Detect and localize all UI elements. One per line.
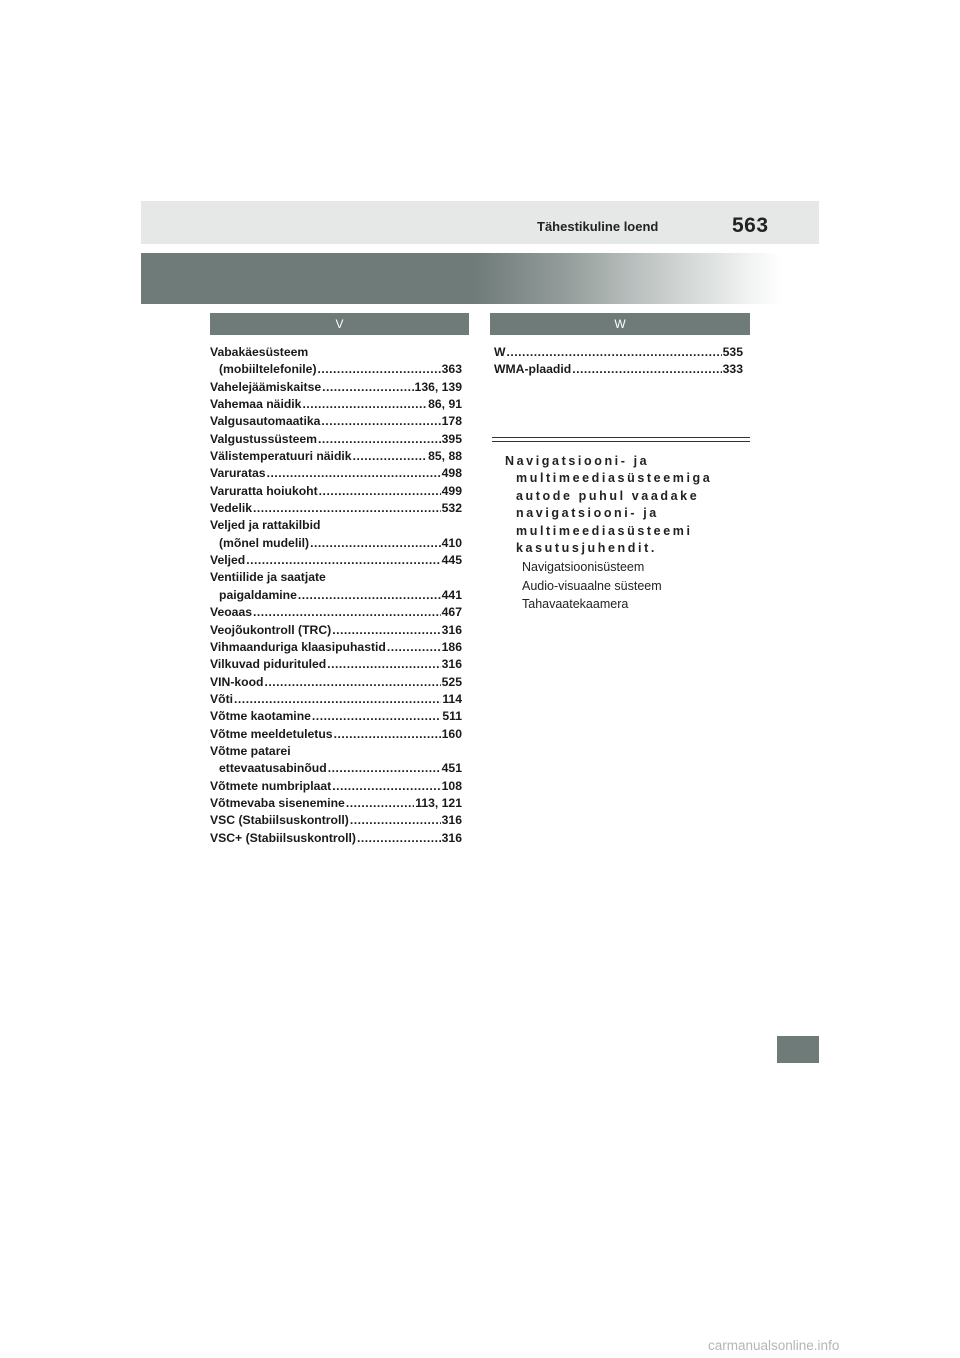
index-entry-page: 451 — [441, 761, 462, 776]
dot-leader — [350, 812, 441, 829]
note-heading-line: multimeediasüsteemi — [516, 523, 693, 538]
dot-leader — [332, 622, 440, 639]
dot-leader — [334, 726, 441, 743]
index-entry-page: 511 — [442, 709, 462, 724]
index-entry-term: Võtme meeldetuletus — [210, 726, 333, 741]
index-entry-term: ettevaatusabinõud — [219, 761, 327, 776]
index-entry-term: Veljed — [210, 553, 246, 568]
dot-leader — [312, 708, 441, 725]
index-entry-page: 395 — [441, 431, 462, 446]
page-number: 563 — [732, 214, 769, 237]
dot-leader — [318, 361, 441, 378]
index-entry-page: 178 — [441, 414, 462, 429]
page-header-bar — [141, 201, 819, 244]
dot-leader — [353, 448, 428, 465]
dot-leader — [357, 830, 441, 847]
watermark: carmanualsonline.info — [708, 1338, 840, 1353]
dot-leader — [265, 674, 441, 691]
index-entry — [210, 760, 462, 777]
index-entry-term: (mõnel mudelil) — [219, 535, 310, 550]
letter-header-w: W — [490, 313, 750, 335]
note-heading-line: Navigatsiooni- ja — [505, 454, 650, 468]
index-entry-page: 363 — [441, 362, 462, 377]
note-heading-line: kasutusjuhendit. — [516, 541, 657, 556]
index-entry — [210, 465, 462, 482]
dot-leader — [346, 795, 414, 812]
index-entry-page: 498 — [441, 466, 462, 481]
index-entry — [210, 431, 462, 448]
index-entry-page: 445 — [441, 553, 462, 568]
index-entry — [210, 413, 462, 430]
index-entry-page: 85, 88 — [428, 449, 462, 464]
index-entry-term: Vahelejäämiskaitse — [210, 379, 322, 394]
dot-leader — [234, 691, 441, 708]
index-entry — [210, 812, 462, 829]
note-heading-line: navigatsiooni- ja — [516, 506, 659, 521]
index-entry: Võtme patarei — [210, 743, 291, 758]
note-heading-line: autode puhul vaadake — [516, 488, 700, 503]
index-entry-term: Valgustussüsteem — [210, 431, 318, 446]
dot-leader — [253, 500, 441, 517]
note-item: Audio-visuaalne süsteem — [522, 578, 662, 593]
index-entry-term: Veoaas — [210, 605, 253, 620]
index-entry-term: Välistemperatuuri näidik — [210, 449, 352, 464]
dot-leader — [319, 483, 441, 500]
index-entry-page: 136, 139 — [414, 379, 462, 394]
section-title: Tähestikuline loend — [537, 219, 659, 234]
index-entry-term: Võti — [210, 691, 234, 706]
index-entry-page: 108 — [441, 778, 462, 793]
index-entry-term: Võtme kaotamine — [210, 709, 311, 724]
index-entry-term: Võtmevaba sisenemine — [210, 795, 345, 810]
dot-leader — [302, 396, 427, 413]
index-entry-page: 499 — [441, 483, 462, 498]
index-entry-term: VSC+ (Stabiilsuskontroll) — [210, 830, 356, 845]
index-entry-page: 410 — [441, 535, 462, 550]
index-entry — [494, 344, 743, 361]
dot-leader — [328, 760, 441, 777]
index-entry-term: Võtmete numbriplaat — [210, 778, 332, 793]
dot-leader — [572, 361, 721, 378]
index-entry-page: 186 — [441, 639, 462, 654]
index-entry — [210, 448, 462, 465]
note-item: Navigatsioonisüsteem — [522, 560, 645, 575]
index-entry-term: Vihmaanduriga klaasipuhastid — [210, 639, 386, 654]
decorative-gradient-band — [141, 253, 781, 304]
index-entry — [210, 795, 462, 812]
index-entry: Veljed ja rattakilbid — [210, 518, 321, 533]
index-entry — [210, 726, 462, 743]
index-entry — [210, 674, 462, 691]
index-entry — [210, 552, 462, 569]
note-item-list — [505, 558, 750, 613]
index-entry-page: 316 — [441, 622, 462, 637]
index-entry — [494, 361, 743, 378]
index-entry-page: 532 — [441, 501, 462, 516]
dot-leader — [332, 778, 440, 795]
index-entry-page: 467 — [441, 605, 462, 620]
index-entry-term: WMA-plaadid — [494, 362, 572, 377]
note-heading — [505, 453, 750, 557]
dot-leader — [327, 656, 440, 673]
index-entry-term: Veojõukontroll (TRC) — [210, 622, 332, 637]
index-entry — [210, 656, 462, 673]
index-entry — [210, 622, 462, 639]
dot-leader — [246, 552, 440, 569]
index-column-w — [494, 344, 743, 379]
index-column-v — [210, 344, 462, 847]
divider-rule — [492, 441, 750, 442]
multimedia-note — [505, 453, 750, 613]
index-entry: Vabakäesüsteem — [210, 345, 309, 359]
letter-header-v: V — [210, 313, 469, 335]
index-entry-term: Vedelik — [210, 501, 253, 516]
index-entry-page: 525 — [441, 674, 462, 689]
index-entry — [210, 361, 462, 378]
index-entry — [210, 396, 462, 413]
index-entry-term: Vilkuvad pidurituled — [210, 657, 327, 672]
chapter-thumb-tab — [777, 1036, 819, 1063]
index-entry-page: 114 — [442, 691, 462, 706]
index-entry-page: 160 — [441, 726, 462, 741]
index-entry-page: 441 — [441, 587, 462, 602]
index-entry — [210, 500, 462, 517]
index-entry-term: Valgusautomaatika — [210, 414, 321, 429]
index-entry-term: Varuratta hoiukoht — [210, 483, 318, 498]
index-entry-page: 113, 121 — [415, 795, 462, 810]
index-entry-page: 333 — [722, 362, 743, 377]
index-entry-term: VIN-kood — [210, 674, 264, 689]
divider-rule — [492, 437, 750, 438]
index-entry — [210, 535, 462, 552]
index-entry-page: 316 — [441, 657, 462, 672]
index-entry — [210, 639, 462, 656]
index-entry — [210, 708, 462, 725]
index-entry — [210, 483, 462, 500]
index-entry-term: Vahemaa näidik — [210, 397, 302, 412]
index-entry — [210, 604, 462, 621]
dot-leader — [298, 587, 441, 604]
dot-leader — [267, 465, 441, 482]
index-entry-term: VSC (Stabiilsuskontroll) — [210, 813, 349, 828]
index-entry-page: 316 — [441, 813, 462, 828]
index-entry-term: paigaldamine — [219, 587, 297, 602]
index-entry-term: W — [494, 345, 506, 359]
note-item: Tahavaatekaamera — [522, 597, 629, 612]
index-entry-term: Varuratas — [210, 466, 266, 481]
dot-leader — [310, 535, 441, 552]
index-entry-page: 86, 91 — [428, 397, 462, 412]
note-heading-line: multimeediasüsteemiga — [516, 471, 713, 486]
index-entry — [210, 379, 462, 396]
dot-leader — [387, 639, 441, 656]
index-entry-page: 535 — [722, 345, 743, 359]
index-entry — [210, 778, 462, 795]
index-entry: Ventiilide ja saatjate — [210, 570, 326, 585]
index-entry-term: (mobiiltelefonile) — [219, 362, 317, 377]
index-entry — [210, 587, 462, 604]
index-entry — [210, 830, 462, 847]
dot-leader — [321, 413, 440, 430]
index-entry — [210, 691, 462, 708]
dot-leader — [507, 344, 722, 361]
index-entry-page: 316 — [441, 830, 462, 845]
dot-leader — [318, 431, 441, 448]
dot-leader — [253, 604, 441, 621]
dot-leader — [322, 379, 413, 396]
